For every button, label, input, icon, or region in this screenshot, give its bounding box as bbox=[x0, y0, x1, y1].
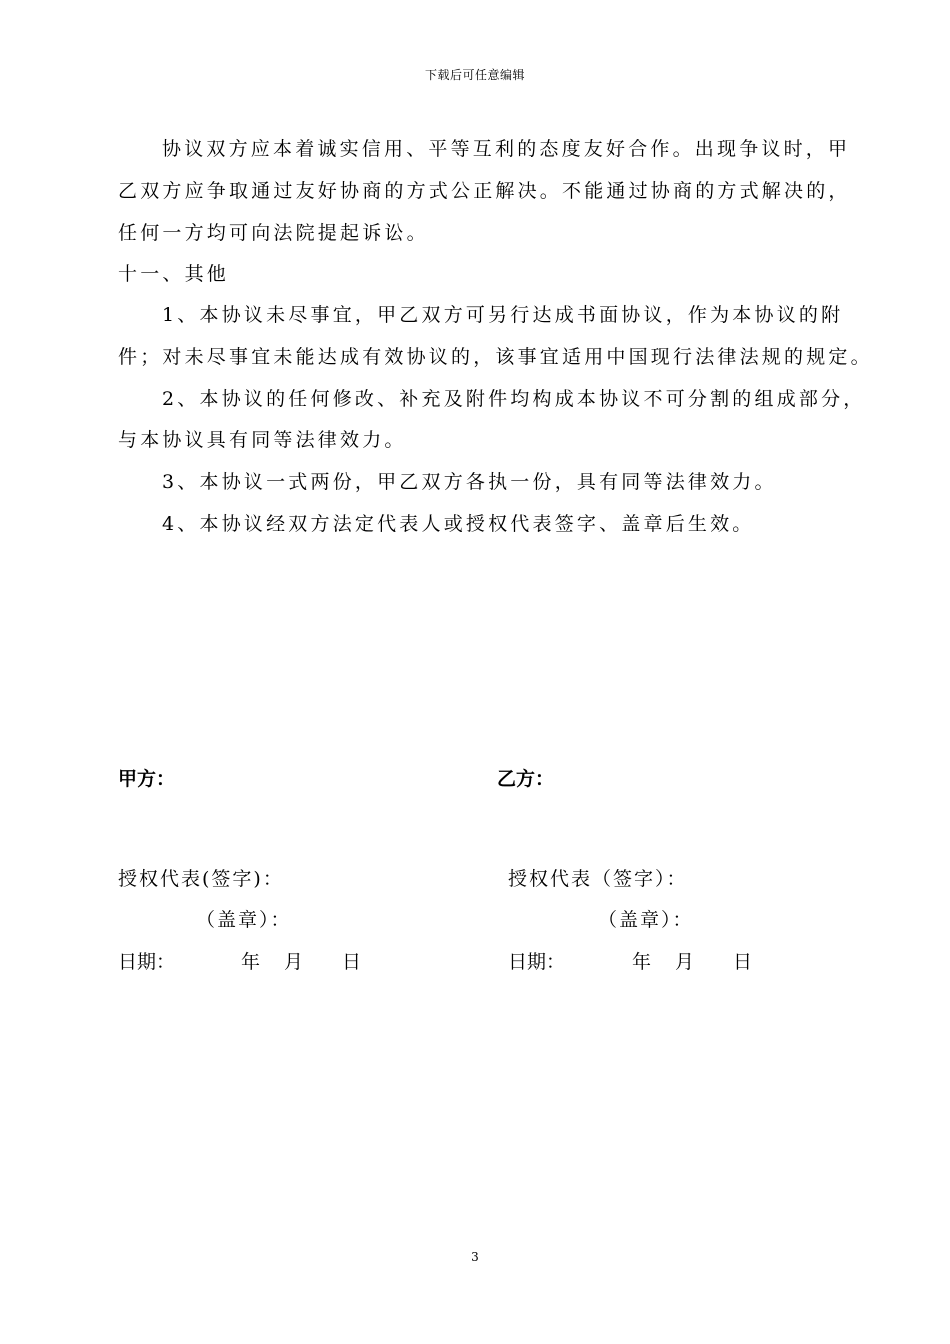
body-line: 与本协议具有同等法律效力。 bbox=[118, 429, 407, 451]
party-b-year: 年 bbox=[632, 951, 652, 973]
party-b-date-label: 日期： bbox=[508, 951, 566, 973]
body-line: 1、本协议未尽事宜，甲乙双方可另行达成书面协议，作为本协议的附 bbox=[162, 304, 844, 326]
party-a-date-label: 日期： bbox=[118, 951, 176, 973]
party-b-seal-label: （盖章）： bbox=[598, 909, 694, 931]
body-line: 乙双方应争取通过友好协商的方式公正解决。不能通过协商的方式解决的， bbox=[118, 180, 851, 202]
party-b-sign-label: 授权代表（签字）： bbox=[508, 868, 688, 890]
party-a-sign-label: 授权代表(签字)： bbox=[118, 868, 284, 890]
party-a-month: 月 bbox=[284, 951, 304, 973]
body-line: 任何一方均可向法院提起诉讼。 bbox=[118, 222, 429, 244]
party-b-month: 月 bbox=[675, 951, 695, 973]
body-line: 件；对未尽事宜未能达成有效协议的，该事宜适用中国现行法律法规的规定。 bbox=[118, 346, 873, 368]
body-line: 2、本协议的任何修改、补充及附件均构成本协议不可分割的组成部分， bbox=[162, 388, 866, 410]
section-heading: 十一、其他 bbox=[118, 263, 230, 285]
body-line: 4、本协议经双方法定代表人或授权代表签字、盖章后生效。 bbox=[162, 513, 755, 535]
party-a-seal-label: （盖章）： bbox=[196, 909, 292, 931]
party-a-day: 日 bbox=[342, 951, 362, 973]
body-line: 协议双方应本着诚实信用、平等互利的态度友好合作。出现争议时，甲 bbox=[162, 138, 851, 160]
party-a-year: 年 bbox=[241, 951, 261, 973]
party-b-day: 日 bbox=[733, 951, 753, 973]
page-header: 下载后可任意编辑 bbox=[424, 68, 525, 82]
party-a-label: 甲方： bbox=[118, 768, 176, 790]
body-line: 3、本协议一式两份，甲乙双方各执一份，具有同等法律效力。 bbox=[162, 471, 777, 493]
page-number: 3 bbox=[471, 1250, 479, 1264]
party-b-label: 乙方： bbox=[497, 768, 555, 790]
